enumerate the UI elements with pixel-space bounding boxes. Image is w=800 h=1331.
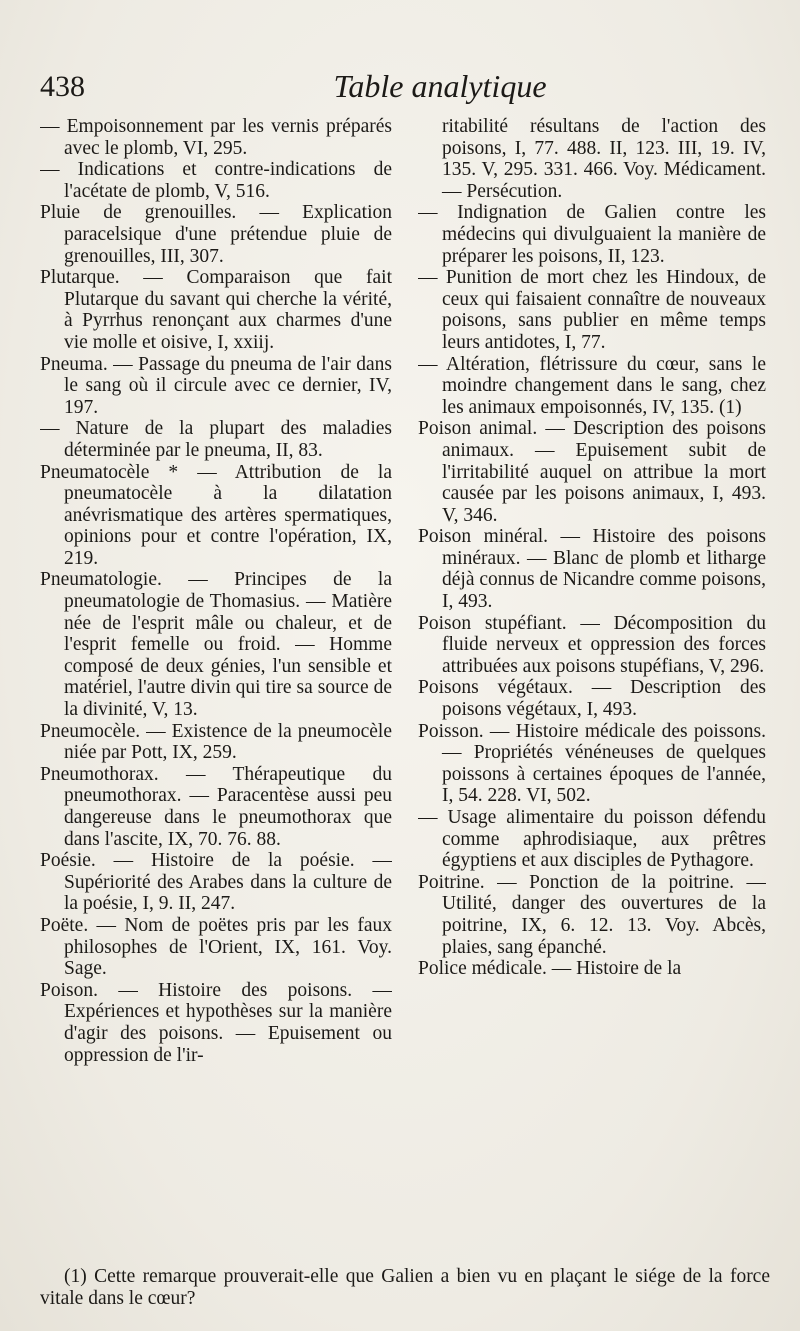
index-entry: Pneuma. — Passage du pneuma de l'air dans le sang où il circule avec ce dernier, IV, 197. [40, 353, 392, 418]
index-entry: Poisson. — Histoire médicale des poissons. — Propriétés vénéneuses de quelques poissons à certaines époques de l'année, I, 54. 228. VI, 502. [418, 720, 766, 807]
index-entry: — Usage alimentaire du poisson défendu comme aphrodisiaque, aux prêtres égyptiens et aux disciples de Pythagore. [418, 807, 766, 872]
index-entry: Poison minéral. — Histoire des poisons minéraux. — Blanc de plomb et litharge déjà connus de Nicandre comme poisons, I, 493. [418, 526, 766, 613]
right-column [418, 116, 766, 1206]
index-entry: — Punition de mort chez les Hindoux, de ceux qui faisaient connaître de nouveaux poisons, sans publier en même temps leurs antidotes, I, 77. [418, 267, 766, 353]
page-number: 438 [40, 70, 85, 103]
index-entry: Pneumocèle. — Existence de la pneumocèle niée par Pott, IX, 259. [40, 720, 392, 764]
index-entry: Pneumatologie. — Principes de la pneumatologie de Thomasius. — Matière née de l'esprit mâle ou chaleur, et de l'esprit femelle ou froid. — Homme composé de deux génies, l'un sensible et matériel, l'autre divin qui tire sa source de la divinité, V, 13. [40, 569, 392, 721]
index-entry: — Indignation de Galien contre les médecins qui divulguaient la manière de préparer les poisons, II, 123. [418, 202, 766, 267]
running-title: Table analytique [333, 68, 547, 104]
index-entry: ritabilité résultans de l'action des poisons, I, 77. 488. II, 123. III, 19. IV, 135. V, 295. 331. 466. Voy. Médicament. — Persécution. [442, 116, 766, 202]
index-entry: Pluie de grenouilles. — Explication paracelsique d'une prétendue pluie de grenouilles, III, 307. [40, 202, 392, 267]
footnote: (1) Cette remarque prouverait-elle que Galien a bien vu en plaçant le siége de la force vitale dans le cœur? [40, 1265, 770, 1309]
index-entry: Plutarque. — Comparaison que fait Plutarque du savant qui cherche la vérité, à Pyrrhus renonçant aux charmes d'une vie molle et oisive, I, xxiij. [40, 267, 392, 353]
index-entry: Poitrine. — Ponction de la poitrine. — Utilité, danger des ouvertures de la poitrine, IX, 6. 12. 13. Voy. Abcès, plaies, sang épanché. [418, 871, 766, 958]
index-entry: — Altération, flétrissure du cœur, sans le moindre changement dans le sang, chez les animaux empoisonnés, IV, 135. (1) [418, 353, 766, 418]
index-entry: Poison. — Histoire des poisons. — Expériences et hypothèses sur la manière d'agir des poisons. — Epuisement ou oppression de l'ir- [40, 979, 392, 1066]
index-entry: Poésie. — Histoire de la poésie. — Supériorité des Arabes dans la culture de la poésie, I, 9. II, 247. [40, 850, 392, 915]
index-entry: Poison animal. — Description des poisons animaux. — Epuisement subit de l'irritabilité auquel on attribue la mort causée par les poisons animaux, I, 493. V, 346. [418, 418, 766, 526]
index-entry: — Empoisonnement par les vernis préparés avec le plomb, VI, 295. [40, 116, 392, 159]
index-entry: — Nature de la plupart des maladies déterminée par le pneuma, II, 83. [40, 418, 392, 461]
index-entry: — Indications et contre-indications de l'acétate de plomb, V, 516. [40, 159, 392, 202]
page-header [40, 70, 780, 110]
index-entry: Police médicale. — Histoire de la [418, 958, 682, 980]
index-entry: Pneumatocèle * — Attribution de la pneumatocèle à la dilatation anévrismatique des artères spermatiques, opinions pour et contre l'opération, IX, 219. [40, 461, 392, 569]
index-entry: Poisons végétaux. — Description des poisons végétaux, I, 493. [418, 677, 766, 721]
index-entry: Poison stupéfiant. — Décomposition du fluide nerveux et oppression des forces attribuées aux poisons stupéfians, V, 296. [418, 612, 766, 677]
index-entry: Pneumothorax. — Thérapeutique du pneumothorax. — Paracentèse aussi peu dangereuse dans le pneumothorax que dans l'ascite, IX, 70. 76. 88. [40, 763, 392, 850]
index-entry: Poëte. — Nom de poëtes pris par les faux philosophes de l'Orient, IX, 161. Voy. Sage. [40, 914, 392, 980]
left-column [40, 116, 392, 1206]
